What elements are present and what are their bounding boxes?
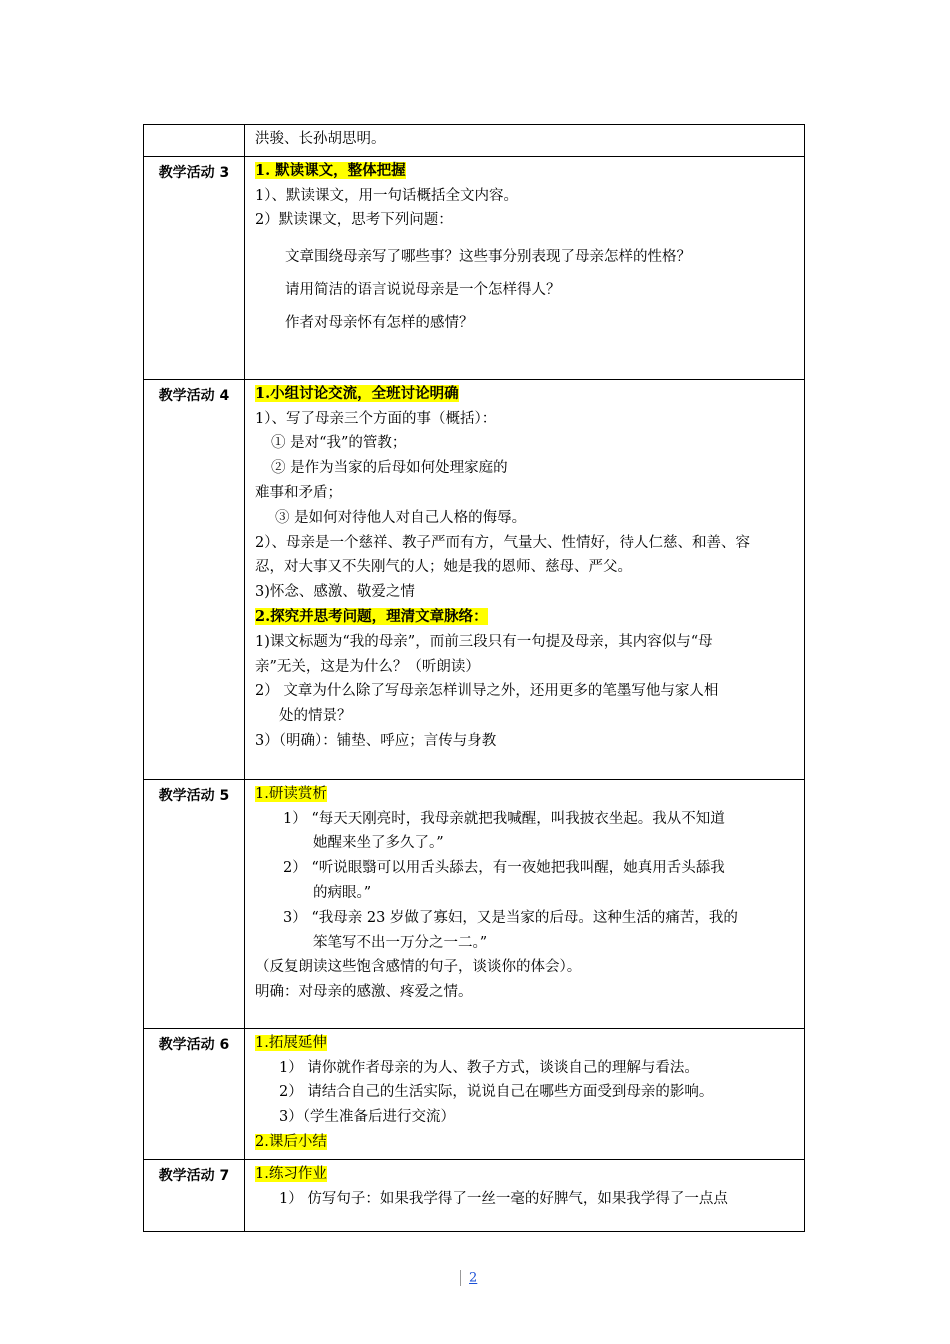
section-heading: 1.研读赏析 [255, 785, 327, 802]
lesson-plan-table [143, 124, 805, 1232]
text-line: 2） 文章为什么除了写母亲怎样训导之外，还用更多的笔墨写他与家人相 [255, 683, 719, 700]
text-line: 3）（学生准备后进行交流） [279, 1109, 455, 1126]
section-heading: 1.练习作业 [255, 1165, 327, 1182]
item-number: 3） [283, 909, 307, 926]
text-line: 1） 仿写句子：如果我学得了一丝一毫的好脾气，如果我学得了一点点 [279, 1190, 728, 1207]
section-heading: 1. 默读课文，整体把握 [255, 161, 406, 179]
row-label: 教学活动 6 [144, 1028, 245, 1159]
row-label: 教学活动 5 [144, 779, 245, 1028]
list-item [255, 856, 798, 881]
row-content [245, 156, 805, 379]
item-text-cont: 她醒来坐了多久了。” [313, 835, 444, 852]
table-row [144, 1159, 805, 1231]
table-row [144, 156, 805, 379]
question-line: 作者对母亲怀有怎样的感情？ [285, 315, 474, 332]
item-text-cont: 的病眼。” [313, 884, 372, 901]
text-line: 1)课文标题为“我的母亲”，而前三段只有一句提及母亲，其内容似与“母 [255, 633, 713, 650]
list-item [255, 807, 798, 832]
text-line: 1）、默读课文，用一句话概括全文内容。 [255, 187, 518, 204]
row-label [144, 125, 245, 157]
item-text: “每天天刚亮时，我母亲就把我喊醒，叫我披衣坐起。我从不知道 [311, 810, 725, 827]
footer-divider [460, 1270, 461, 1286]
row-content [245, 379, 805, 779]
text-line: 2） 请结合自己的生活实际，说说自己在哪些方面受到母亲的影响。 [279, 1084, 714, 1101]
section-heading: 2.课后小结 [255, 1133, 327, 1150]
table-row [144, 379, 805, 779]
text-line: 处的情景？ [279, 708, 352, 725]
text-line: ③ 是如何对待他人对自己人格的侮辱。 [275, 509, 527, 526]
text-line: 2）默读课文，思考下列问题： [255, 212, 453, 229]
row-label: 教学活动 4 [144, 379, 245, 779]
section-heading: 2.探究并思考问题，理清文章脉络： [255, 607, 488, 625]
row-label: 教学活动 7 [144, 1159, 245, 1231]
text-line: 2）、母亲是一个慈祥、教子严而有方，气量大、性情好，待人仁慈、和善、容 [255, 534, 750, 551]
text-line: ① 是对“我”的管教； [271, 435, 407, 452]
table-row [144, 779, 805, 1028]
text-line: 1） 请你就作者母亲的为人、教子方式，谈谈自己的理解与看法。 [279, 1059, 699, 1076]
list-item [255, 906, 798, 931]
page-number: 2 [469, 1270, 478, 1286]
question-line: 请用简洁的语言说说母亲是一个怎样得人？ [285, 282, 561, 299]
table-row [144, 1028, 805, 1159]
text-line: （反复朗读这些饱含感情的句子，谈谈你的体会）。 [255, 959, 582, 976]
row-label: 教学活动 3 [144, 156, 245, 379]
section-heading: 1.小组讨论交流，全班讨论明确 [255, 384, 459, 402]
page-footer [460, 1270, 477, 1286]
table-row [144, 125, 805, 157]
text-line: 3）（明确）：铺垫、呼应；言传与身教 [255, 732, 497, 749]
text-line: 难事和矛盾； [255, 484, 342, 501]
item-text-cont: 笨笔写不出一万分之一二。” [313, 934, 488, 951]
row-content [245, 125, 805, 157]
section-heading: 1.拓展延伸 [255, 1034, 327, 1051]
item-number: 1） [283, 810, 307, 827]
text-line: 3)怀念、感激、敬爱之情 [255, 584, 415, 601]
row-content [245, 1159, 805, 1231]
text-line: 洪骏、长孙胡思明。 [255, 131, 386, 147]
item-text: “听说眼翳可以用舌头舔去，有一夜她把我叫醒，她真用舌头舔我 [311, 860, 725, 877]
item-text: “我母亲 23 岁做了寡妇，又是当家的后母。这种生活的痛苦，我的 [311, 909, 738, 926]
text-line: 忍，对大事又不失刚气的人；她是我的恩师、慈母、严父。 [255, 559, 632, 576]
item-number: 2） [283, 860, 307, 877]
row-content [245, 1028, 805, 1159]
text-line: ② 是作为当家的后母如何处理家庭的 [271, 460, 508, 477]
text-line: 1）、写了母亲三个方面的事（概括）： [255, 410, 497, 427]
text-line: 明确：对母亲的感激、疼爱之情。 [255, 984, 473, 1001]
row-content [245, 779, 805, 1028]
question-line: 文章围绕母亲写了哪些事？这些事分别表现了母亲怎样的性格？ [285, 249, 691, 266]
text-line: 亲”无关，这是为什么？（听朗读） [255, 658, 480, 675]
